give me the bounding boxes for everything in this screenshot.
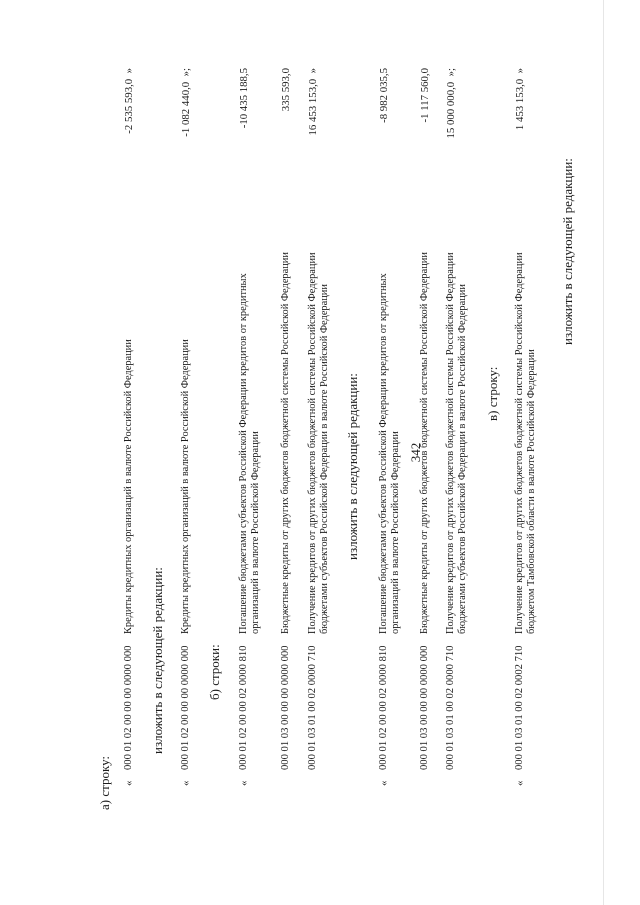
page-number: 342 [408,442,423,463]
row-description: Получение кредитов от других бюджетов бюджетной системы Российской Федерации бюджетами субъектов Российской Федерации в валюте Российской Федерации [445,252,468,634]
row-amount: -8 982 035,5 [378,68,390,123]
budget-code: 000 01 03 01 00 02 0000 710 [445,645,456,770]
budget-code: 000 01 03 01 00 02 0002 710 [514,645,525,770]
open-quote: « [378,780,390,786]
budget-code: 000 01 02 00 00 02 0000 810 [238,645,249,770]
heading-b: б) строки: [207,644,222,700]
budget-code: 000 01 03 00 00 00 0000 000 [280,645,291,770]
row-description: Кредиты кредитных организаций в валюте Российской Федерации [180,339,191,634]
row-amount: -1 082 440,0 »; [180,68,192,137]
edit-heading: изложить в следующей редакции: [560,158,575,345]
edit-heading: изложить в следующей редакции: [345,373,360,560]
row-description: Кредиты кредитных организаций в валюте Российской Федерации [123,339,134,634]
open-quote: « [514,780,526,786]
row-description: Бюджетные кредиты от других бюджетов бюджетной системы Российской Федерации [419,252,430,634]
row-amount: -2 535 593,0 » [123,68,135,134]
row-amount: 15 000 000,0 »; [445,68,457,139]
open-quote: « [180,780,192,786]
row-description: Получение кредитов от других бюджетов бюджетной системы Российской Федерации бюджетом Тамбовской области в валюте Российской Федерации [514,252,537,634]
row-description: Бюджетные кредиты от других бюджетов бюджетной системы Российской Федерации [280,252,291,634]
budget-code: 000 01 03 01 00 02 0000 710 [307,645,318,770]
open-quote: « [238,780,250,786]
row-description: Погашение бюджетами субъектов Российской Федерации кредитов от кредитных организаций в валюте Российской Федерации [238,273,261,634]
budget-code: 000 01 03 00 00 00 0000 000 [419,645,430,770]
open-quote: « [123,780,135,786]
budget-code: 000 01 02 00 00 00 0000 000 [180,645,191,770]
heading-c: в) строку: [485,366,500,421]
budget-code: 000 01 02 00 00 00 0000 000 [123,645,134,770]
row-description: Погашение бюджетами субъектов Российской Федерации кредитов от кредитных организаций в валюте Российской Федерации [378,273,401,634]
edit-heading: изложить в следующей редакции: [150,567,165,754]
row-amount: 1 453 153,0 » [514,68,526,131]
row-amount: -1 117 560,0 [419,68,431,123]
scan-artifact-line [603,0,604,905]
row-amount: 335 593,0 [280,68,292,112]
row-amount: -10 435 188,5 [238,68,250,129]
budget-code: 000 01 02 00 00 02 0000 810 [378,645,389,770]
heading-a: а) строку: [97,755,112,810]
row-description: Получение кредитов от других бюджетов бюджетной системы Российской Федерации бюджетами субъектов Российской Федерации в валюте Российской Федерации [307,252,330,634]
row-amount: 16 453 153,0 » [307,68,319,136]
